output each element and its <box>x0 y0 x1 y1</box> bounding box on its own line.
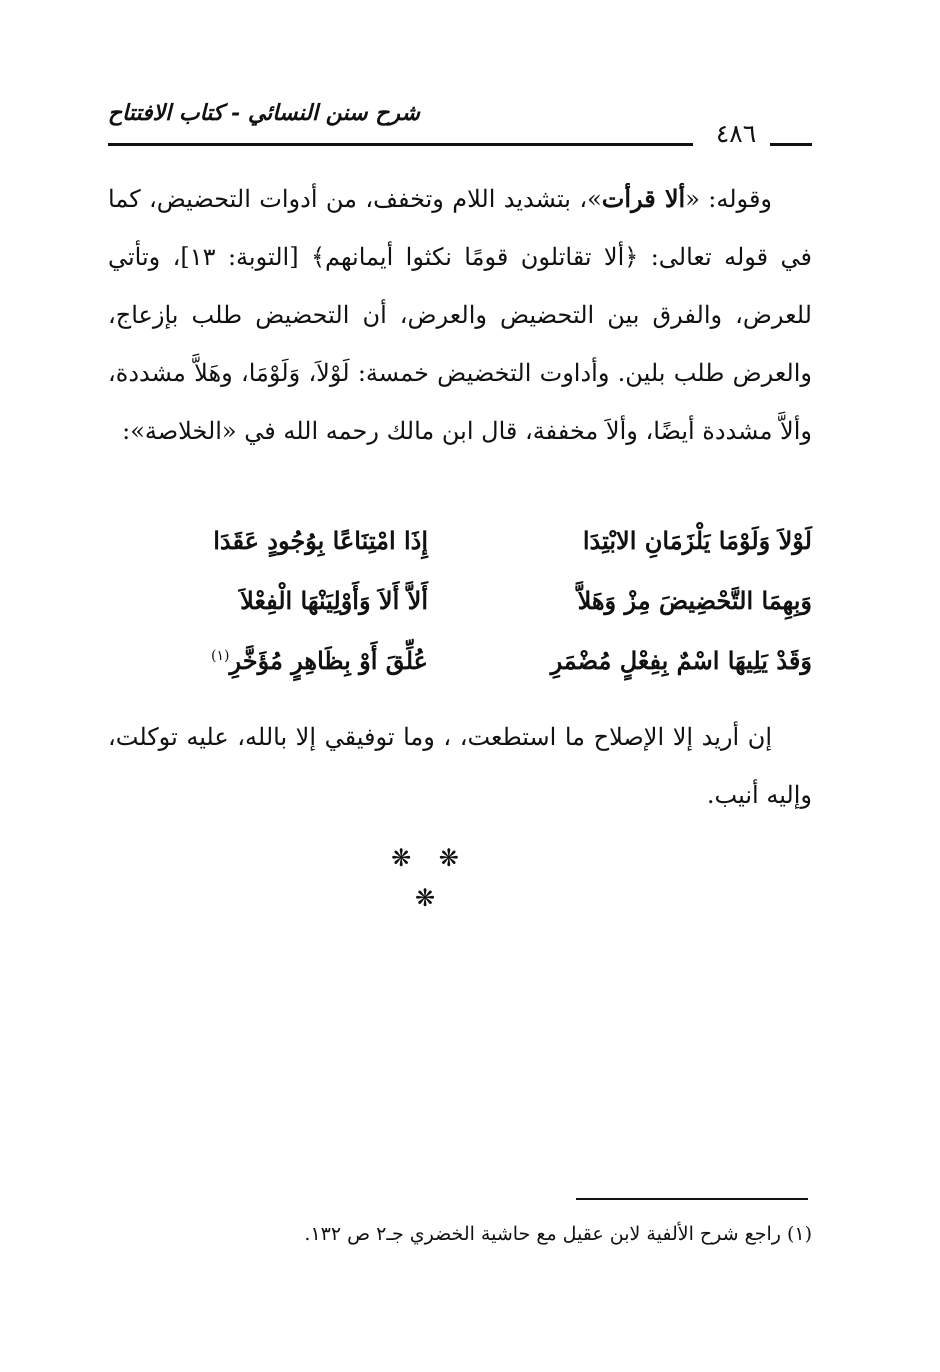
verse-first-hemistich: وَقَدْ يَلِيهَا اسْمٌ بِفِعْلٍ مُضْمَرِ <box>550 645 812 675</box>
verse-line <box>108 630 812 690</box>
poem-verses <box>108 510 812 690</box>
page-number: ٤٨٦ <box>715 119 757 148</box>
verse-second-hemistich <box>108 586 428 615</box>
closing-body: إن أريد إلا الإصلاح ما استطعت، ، وما توفيقي إلا بالله، عليه توكلت، وإليه أنيب. <box>108 723 812 809</box>
header-rule <box>108 143 693 146</box>
hemistich-text: عُلِّقَ أَوْ بِظَاهِرٍ مُؤَخَّرِ <box>229 645 428 675</box>
verse-first-hemistich: وَبِهِمَا التَّحْضِيضَ مِزْ وَهَلاَّ <box>577 585 812 615</box>
paragraph-body: »، بتشديد اللام وتخفف، من أدوات التحضيض، كما في قوله تعالى: ﴿ألا تقاتلون قومًا نكثوا أيمانهم﴾ [التوبة: ١٣]، وتأتي للعرض، والفرق بين التحضيض والعرض، أن التحضيض طلب بإزعاج، والعرض طلب بلين. وأداوت التخضيض خمسة: لَوْلاَ، وَلَوْمَا، وهَلاَّ مشددة، وألاَّ مشددة أيضًا، وألاَ مخففة، قال ابن مالك رحمه الله في «الخلاصة»: <box>108 185 812 445</box>
verse-second-hemistich <box>108 646 428 675</box>
footnote-marker: (١) <box>211 647 230 664</box>
hemistich-text: إِذَا امْتِنَاعًا بِوُجُودٍ عَقَدَا <box>213 525 428 555</box>
quoted-term: ألا قرأت <box>601 184 686 213</box>
hemistich-text: أَلاَّ أَلاَ وَأَوْلِيَنْهَا الْفِعْلاَ <box>240 585 428 615</box>
closing-paragraph <box>108 708 812 824</box>
verse-second-hemistich <box>108 526 428 555</box>
page-number-rule <box>770 143 812 146</box>
commentary-paragraph <box>108 170 812 460</box>
running-title: شرح سنن النسائي - كتاب الافتتاح <box>107 100 420 126</box>
verse-line <box>108 510 812 570</box>
section-separator: ❋ ❋ ❋ <box>391 844 469 912</box>
paragraph-text <box>108 170 812 460</box>
closing-text <box>108 708 812 824</box>
verse-first-hemistich: لَوْلاَ وَلَوْمَا يَلْزَمَانِ الابْتِدَا <box>582 525 812 555</box>
verse-line <box>108 570 812 630</box>
footnote: (١) راجع شرح الألفية لابن عقيل مع حاشية الخضري جـ٢ ص ١٣٢. <box>304 1223 812 1245</box>
paragraph-lead: وقوله: « <box>685 185 773 213</box>
footnote-rule <box>576 1198 808 1200</box>
